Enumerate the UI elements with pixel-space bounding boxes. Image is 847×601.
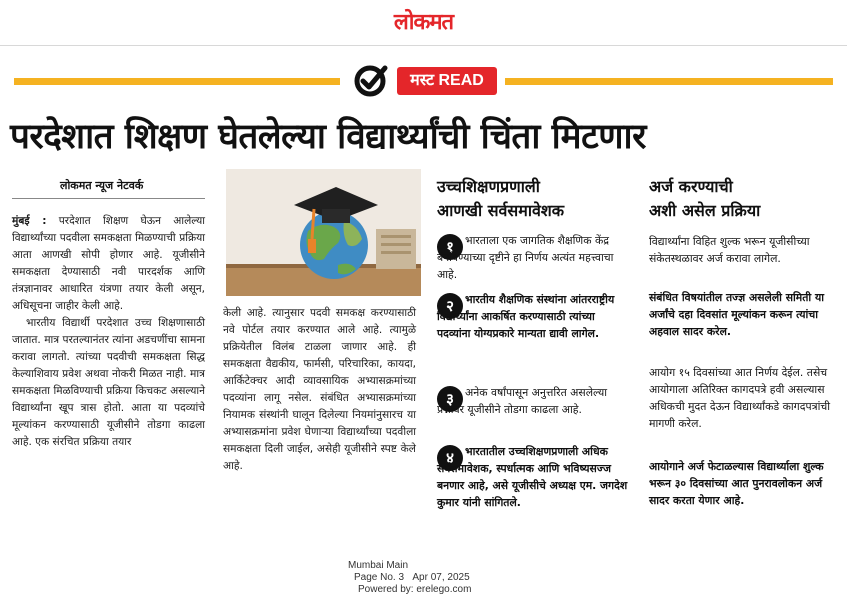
article-column-2: [223, 305, 416, 475]
issue-date: Apr 07, 2025: [412, 572, 470, 583]
numbered-point-4: [437, 443, 629, 533]
graduation-globe-illustration: [226, 169, 421, 296]
lokmat-logo[interactable]: लोकमत: [393, 9, 454, 35]
page-number: Page No. 3: [354, 572, 405, 583]
accent-stripe-right: [505, 78, 833, 85]
process-step-2: संबंधित विषयांतील तज्ज्ञ असलेली समिती या अर्जांचे दहा दिवसांत मूल्यांकन करून त्यांचा अहवाल सादर करेल.: [649, 291, 825, 338]
body-paragraph: केली आहे. त्यानुसार पदवी समकक्ष करण्यासाठी नवे पोर्टल तयार करण्यात आले आहे. त्यामुळे प्रक्रियेतील विलंब टाळला जाणार आहे. ही समकक्षता वैद्यकीय, फार्मसी, परिचारिका, कायदा, आर्किटेक्चर आदी व्यावसायिक अभ्यासक्रमांच्या पदव्यांना लागू नसेल. संबंधित अभ्यासक्रमांच्या नियामक संस्थांनी घालून दिलेल्या नियमांनुसारच या अभ्यासक्रमांना प्रवेश घेणाऱ्या विद्यार्थ्यांच्या पदवीला समकक्षता दिली जाईल, असेही यूजीसीने स्पष्ट केले आहे.: [223, 307, 416, 472]
byline: लोकमत न्यूज नेटवर्क: [60, 179, 144, 192]
point-text: भारताला एक जागतिक शैक्षणिक केंद्र बनविण्याच्या दृष्टीने हा निर्णय अत्यंत महत्त्वाचा आहे.: [437, 234, 614, 281]
section-heading-process: अर्ज करण्याची अशी असेल प्रक्रिया: [649, 177, 761, 220]
numbered-point-1: [437, 232, 629, 282]
point-text: भारतीय शैक्षणिक संस्थांना आंतरराष्ट्रीय विद्यार्थ्यांना आकर्षित करण्यासाठी त्यांच्या पदव्यांना योग्यप्रकारे मान्यता द्यावी लागेल.: [437, 293, 615, 340]
number-badge: १: [437, 234, 463, 260]
process-step-4: आयोगाने अर्ज फेटाळल्यास विद्यार्थ्याला शुल्क भरून ३० दिवसांच्या आत पुनरावलोकन अर्ज सादर करता येणार आहे.: [649, 460, 824, 507]
page-footer: [340, 560, 480, 596]
accent-stripe-left: [14, 78, 340, 85]
number-badge: २: [437, 293, 463, 319]
masthead: [0, 0, 847, 46]
article-photo: [226, 169, 421, 296]
numbered-point-3: [437, 384, 629, 434]
process-step-1: विद्यार्थ्यांना विहित शुल्क भरून यूजीसीच्या संकेतस्थळावर अर्ज करावा लागेल.: [649, 235, 810, 265]
byline-divider: [12, 198, 205, 199]
process-step-3: आयोग १५ दिवसांच्या आत निर्णय देईल. तसेच आयोगाला अतिरिक्त कागदपत्रे हवी असल्यास अधिकची मुदत देऊन विद्यार्थ्यांकडे कागदपत्रांची मागणी करेल.: [649, 366, 831, 430]
article-headline: परदेशात शिक्षण घेतलेल्या विद्यार्थ्यांची चिंता मिटणार: [10, 117, 646, 157]
point-text: भारतातील उच्चशिक्षणप्रणाली अधिक सर्वसमावेशक, स्पर्धात्मक आणि भविष्यसज्ज बनणार आहे, असे यूजीसीचे अध्यक्ष एम. जगदेश कुमार यांनी सांगितले.: [437, 445, 628, 509]
section-heading-inclusive: उच्चशिक्षणप्रणाली आणखी सर्वसमावेशक: [437, 177, 565, 220]
point-text: अनेक वर्षांपासून अनुत्तरित असलेल्या प्रश्नावर यूजीसीने तोडगा काढला आहे.: [437, 386, 608, 416]
lead-paragraph: परदेशात शिक्षण घेऊन आलेल्या विद्यार्थ्यांच्या पदवीला समकक्षता मिळण्याची प्रक्रिया आता आणखी सोपी होणार आहे. यूजीसीने समकक्षता देण्यासाठी नवी पारदर्शक आणि तंत्रज्ञानावर आधारित यंत्रणा तयार केली असून, अधिसूचना जाहीर केली आहे.: [12, 215, 205, 312]
dateline: मुंबई :: [12, 215, 47, 227]
must-read-badge: मस्ट READ: [397, 67, 497, 95]
article-column-1: [12, 213, 205, 451]
number-badge: ४: [437, 445, 463, 471]
check-circle-icon: [352, 63, 392, 99]
edition-label: Mumbai Main: [348, 560, 409, 571]
powered-by-link[interactable]: Powered by: erelego.com: [358, 584, 472, 595]
number-badge: ३: [437, 386, 463, 412]
body-paragraph: भारतीय विद्यार्थी परदेशात उच्च शिक्षणासाठी जातात. मात्र परतल्यानंतर त्यांना अडचणींचा सामना करावा लागतो. त्यांच्या पदवीची समकक्षता सिद्ध केल्याशिवाय प्रवेश अथवा नोकरी मिळत नाही. मात्र समकक्षता मिळविण्याची प्रक्रिया किचकट असल्याने विद्यार्थ्यांना खूप त्रास होतो. आता या पदव्यांचे मूल्यांकन करण्यासाठी यूजीसीने तोडगा काढला आहे. एक संरचित प्रक्रिया तयार: [12, 317, 205, 448]
numbered-point-2: [437, 291, 629, 371]
